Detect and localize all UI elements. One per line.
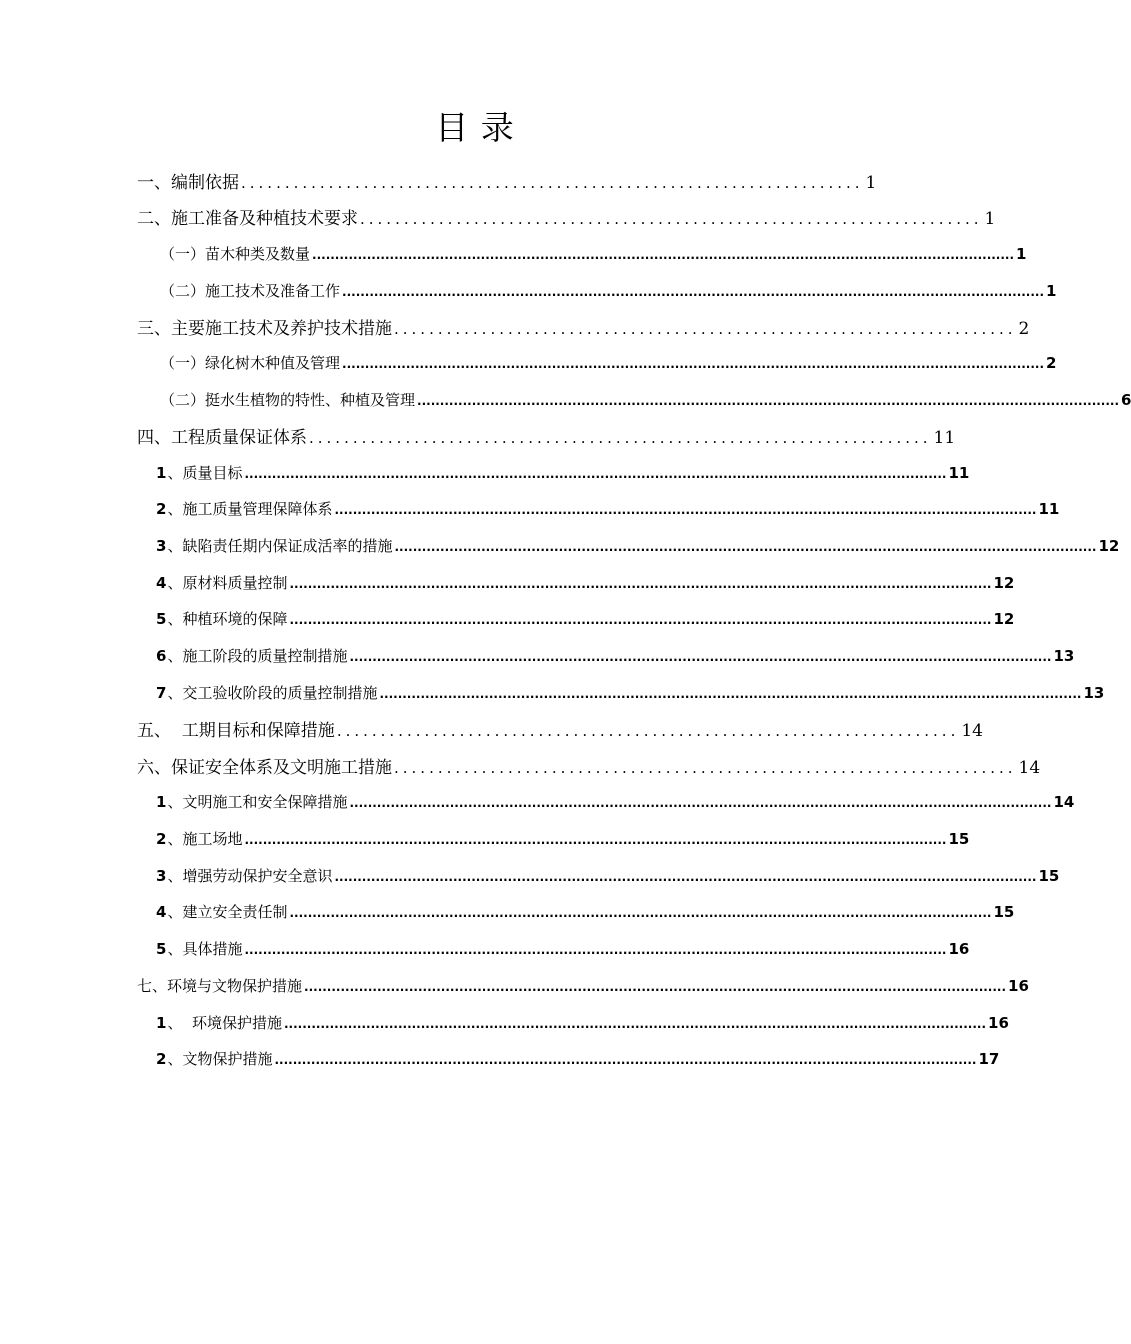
dot-leader: .......................................................................................................................................................... — [349, 796, 1052, 810]
toc-entry-section-6-5[interactable] — [156, 938, 970, 959]
toc-title: 目 录 — [435, 108, 515, 147]
dot-leader: ....................................................................... — [241, 174, 864, 192]
toc-page-number: 11 — [933, 428, 956, 448]
toc-entry-label: （一）苗木种类及数量 — [160, 245, 311, 263]
dot-leader: .......................................................................................................................................................... — [334, 503, 1037, 517]
toc-page-number: 11 — [1038, 500, 1060, 518]
dot-leader: .......................................................................................................................................................... — [244, 833, 947, 847]
toc-page-number: 16 — [1008, 977, 1029, 995]
toc-entry-section-6-4[interactable] — [156, 901, 1015, 922]
toc-entry-section-4-5[interactable] — [156, 608, 1015, 629]
dot-leader: .......................................................................................................................................................... — [289, 613, 992, 627]
toc-page-number: 1 — [1046, 282, 1057, 300]
toc-entry-chapter-4[interactable] — [137, 423, 956, 448]
toc-entry-section-4-7[interactable] — [156, 682, 1105, 703]
toc-page-number: 1 — [984, 209, 996, 229]
toc-entry-label: 7、交工验收阶段的质量控制措施 — [156, 684, 378, 702]
toc-entry-label: 4、原材料质量控制 — [156, 574, 288, 592]
toc-entry-label: 2、文物保护措施 — [156, 1050, 273, 1068]
toc-entry-chapter-2[interactable] — [137, 204, 996, 229]
toc-entry-label: 5、种植环境的保障 — [156, 610, 288, 628]
toc-page-number: 12 — [993, 610, 1015, 628]
toc-entry-section-7-2[interactable] — [156, 1048, 1000, 1069]
toc-page-number: 12 — [1098, 537, 1120, 555]
dot-leader: ....................................................................... — [360, 210, 983, 228]
toc-entry-label: 五、 工期目标和保障措施 — [137, 721, 335, 741]
toc-entry-label: 三、主要施工技术及养护技术措施 — [137, 319, 392, 339]
toc-page-number: 17 — [978, 1050, 1000, 1068]
toc-entry-label: 六、保证安全体系及文明施工措施 — [137, 758, 392, 778]
toc-entry-label: 3、缺陷责任期内保证成活率的措施 — [156, 537, 393, 555]
dot-leader: .......................................................................................................................................................... — [244, 943, 947, 957]
dot-leader: .......................................................................................................................................................... — [394, 540, 1097, 554]
toc-page-number: 6 — [1121, 391, 1131, 409]
dot-leader: ....................................................................... — [309, 429, 932, 447]
dot-leader: .......................................................................................................................................................... — [312, 248, 1015, 262]
toc-entry-chapter-3[interactable] — [137, 314, 1030, 339]
toc-entry-section-7-1[interactable] — [156, 1012, 1009, 1033]
toc-entry-section-4-4[interactable] — [156, 572, 1015, 593]
dot-leader: .......................................................................................................................................................... — [342, 285, 1045, 299]
toc-page-number: 13 — [1053, 647, 1075, 665]
toc-entry-label: 1、质量目标 — [156, 464, 243, 482]
toc-page-number: 14 — [1053, 793, 1075, 811]
toc-entry-label: 6、施工阶段的质量控制措施 — [156, 647, 348, 665]
toc-entry-chapter-6[interactable] — [137, 753, 1041, 778]
toc-page-number: 15 — [993, 903, 1015, 921]
dot-leader: .......................................................................................................................................................... — [244, 467, 947, 481]
toc-page-number: 11 — [948, 464, 970, 482]
toc-entry-label: （一）绿化树木种值及管理 — [160, 354, 341, 372]
toc-page-number: 1 — [865, 173, 877, 193]
dot-leader: .......................................................................................................................................................... — [304, 980, 1007, 994]
toc-entry-label: 一、编制依据 — [137, 173, 239, 193]
toc-entry-label: 2、施工质量管理保障体系 — [156, 500, 333, 518]
toc-page-number: 14 — [961, 721, 983, 741]
toc-entry-section-2-2[interactable] — [160, 280, 1057, 301]
toc-entry-section-6-1[interactable] — [156, 791, 1075, 812]
toc-entry-label: 4、建立安全责任制 — [156, 903, 288, 921]
toc-entry-label: 3、增强劳动保护安全意识 — [156, 867, 333, 885]
toc-entry-label: 1、 环境保护措施 — [156, 1014, 282, 1032]
dot-leader: ....................................................................... — [394, 759, 1017, 777]
toc-page-number: 2 — [1018, 319, 1030, 339]
toc-page-number: 15 — [1038, 867, 1060, 885]
toc-page-number: 12 — [993, 574, 1015, 592]
toc-entry-label: 1、文明施工和安全保障措施 — [156, 793, 348, 811]
toc-page-number: 1 — [1016, 245, 1027, 263]
toc-entry-section-4-2[interactable] — [156, 498, 1060, 519]
toc-page-number: 15 — [948, 830, 970, 848]
toc-entry-label: 二、施工准备及种植技术要求 — [137, 209, 358, 229]
dot-leader: ....................................................................... — [394, 320, 1017, 338]
dot-leader: .......................................................................................................................................................... — [417, 394, 1120, 408]
dot-leader: .......................................................................................................................................................... — [289, 577, 992, 591]
dot-leader: .......................................................................................................................................................... — [289, 906, 992, 920]
toc-entry-label: 七、环境与文物保护措施 — [137, 977, 303, 995]
toc-entry-label: （二）施工技术及准备工作 — [160, 282, 341, 300]
toc-entry-section-3-2[interactable] — [160, 389, 1131, 410]
toc-entry-label: 2、施工场地 — [156, 830, 243, 848]
dot-leader: .......................................................................................................................................................... — [274, 1053, 977, 1067]
toc-page-number: 2 — [1046, 354, 1057, 372]
toc-entry-label: 四、工程质量保证体系 — [137, 428, 307, 448]
toc-entry-chapter-5[interactable] — [137, 716, 983, 741]
dot-leader: .......................................................................................................................................................... — [283, 1017, 987, 1031]
toc-entry-label: （二）挺水生植物的特性、种植及管理 — [160, 391, 416, 409]
dot-leader: .......................................................................................................................................................... — [342, 357, 1045, 371]
toc-page-number: 13 — [1083, 684, 1105, 702]
toc-entry-section-4-6[interactable] — [156, 645, 1075, 666]
toc-entry-label: 5、具体措施 — [156, 940, 243, 958]
dot-leader: ....................................................................... — [336, 722, 960, 740]
toc-entry-chapter-1[interactable] — [137, 168, 877, 193]
toc-entry-chapter-7[interactable] — [137, 975, 1029, 996]
toc-entry-section-6-2[interactable] — [156, 828, 970, 849]
toc-entry-section-4-3[interactable] — [156, 535, 1120, 556]
toc-entry-section-2-1[interactable] — [160, 243, 1027, 264]
toc-page-number: 16 — [988, 1014, 1009, 1032]
toc-page-number: 16 — [948, 940, 970, 958]
dot-leader: .......................................................................................................................................................... — [334, 870, 1037, 884]
toc-entry-section-3-1[interactable] — [160, 352, 1057, 373]
toc-page-number: 14 — [1018, 758, 1041, 778]
toc-entry-section-6-3[interactable] — [156, 865, 1060, 886]
dot-leader: .......................................................................................................................................................... — [379, 687, 1082, 701]
dot-leader: .......................................................................................................................................................... — [349, 650, 1052, 664]
toc-entry-section-4-1[interactable] — [156, 462, 970, 483]
